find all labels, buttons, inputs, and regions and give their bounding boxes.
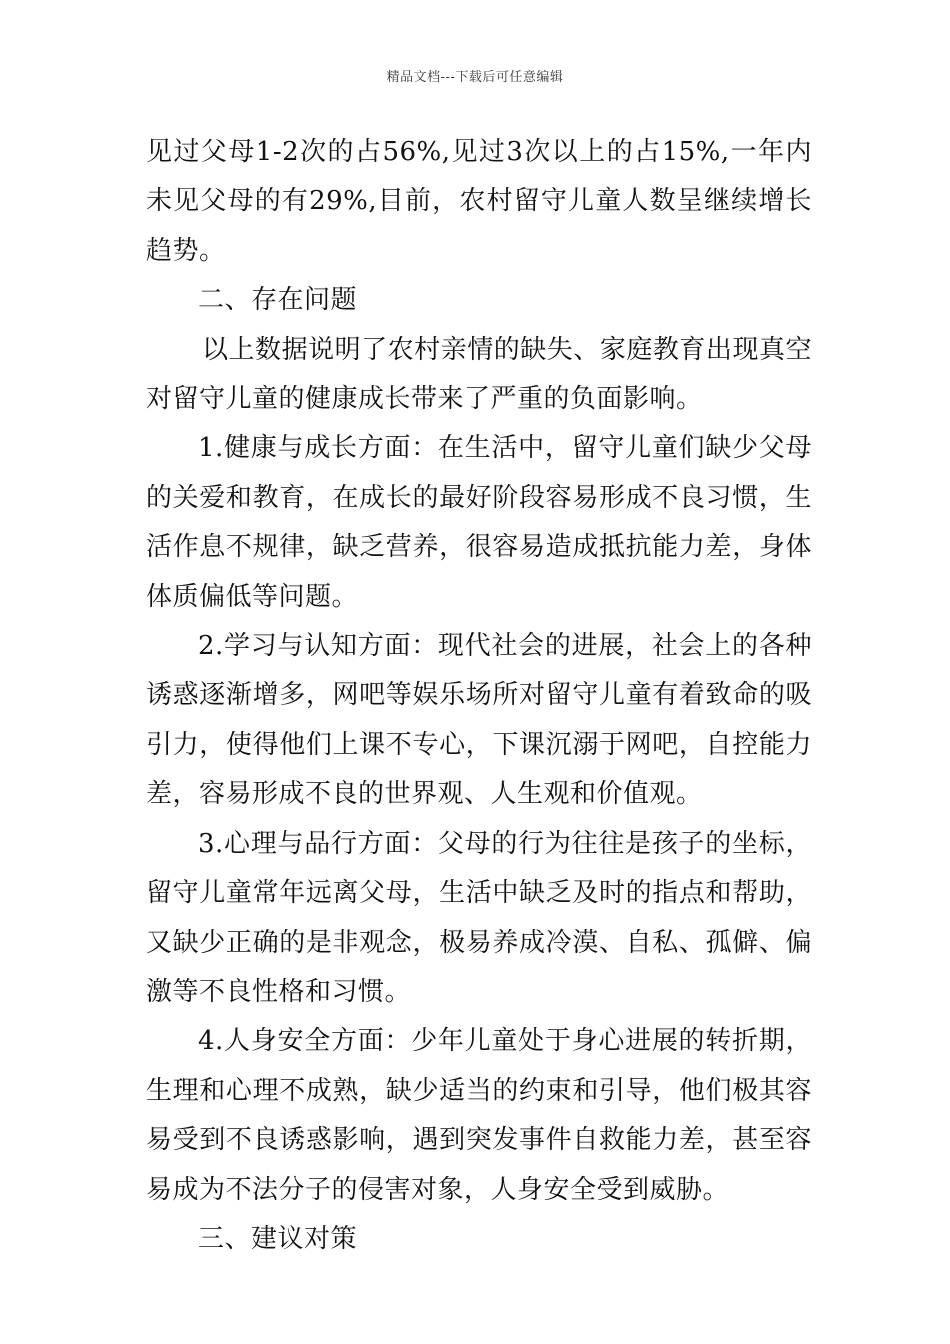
section-heading-problems: 二、存在问题 (198, 285, 358, 316)
paragraph-health: 1.健康与成长方面：在生活中，留守儿童们缺少父母的关爱和教育，在成长的最好阶段容易形成不良习惯，生活作息不规律，缺乏营养，很容易造成抵抗能力差，身体体质偏低等问题。 (146, 433, 812, 612)
page-header: 精品文档---下载后可任意编辑 (386, 70, 564, 85)
section-heading-suggestions: 三、建议对策 (198, 1223, 358, 1254)
paragraph-summary: 以上数据说明了农村亲情的缺失、家庭教育出现真空对留守儿童的健康成长带来了严重的负面影响。 (146, 334, 812, 415)
paragraph-learning: 2.学习与认知方面：现代社会的进展，社会上的各种诱惑逐渐增多，网吧等娱乐场所对留守儿童有着致命的吸引力，使得他们上课不专心，下课沉溺于网吧，自控能力差，容易形成不良的世界观、人生观和价值观。 (146, 631, 812, 810)
document-body (146, 128, 812, 1264)
paragraph-psychology: 3.心理与品行方面：父母的行为往往是孩子的坐标，留守儿童常年远离父母，生活中缺乏及时的指点和帮助，又缺少正确的是非观念，极易养成冷漠、自私、孤僻、偏激等不良性格和习惯。 (146, 828, 812, 1007)
paragraph-statistics: 见过父母1-2次的占56%,见过3次以上的占15%,一年内未见父母的有29%,目前，农村留守儿童人数呈继续增长趋势。 (146, 137, 812, 266)
paragraph-safety: 4.人身安全方面：少年儿童处于身心进展的转折期，生理和心理不成熟，缺少适当的约束和引导，他们极其容易受到不良诱惑影响，遇到突发事件自救能力差，甚至容易成为不法分子的侵害对象，人身安全受到威胁。 (146, 1026, 812, 1205)
